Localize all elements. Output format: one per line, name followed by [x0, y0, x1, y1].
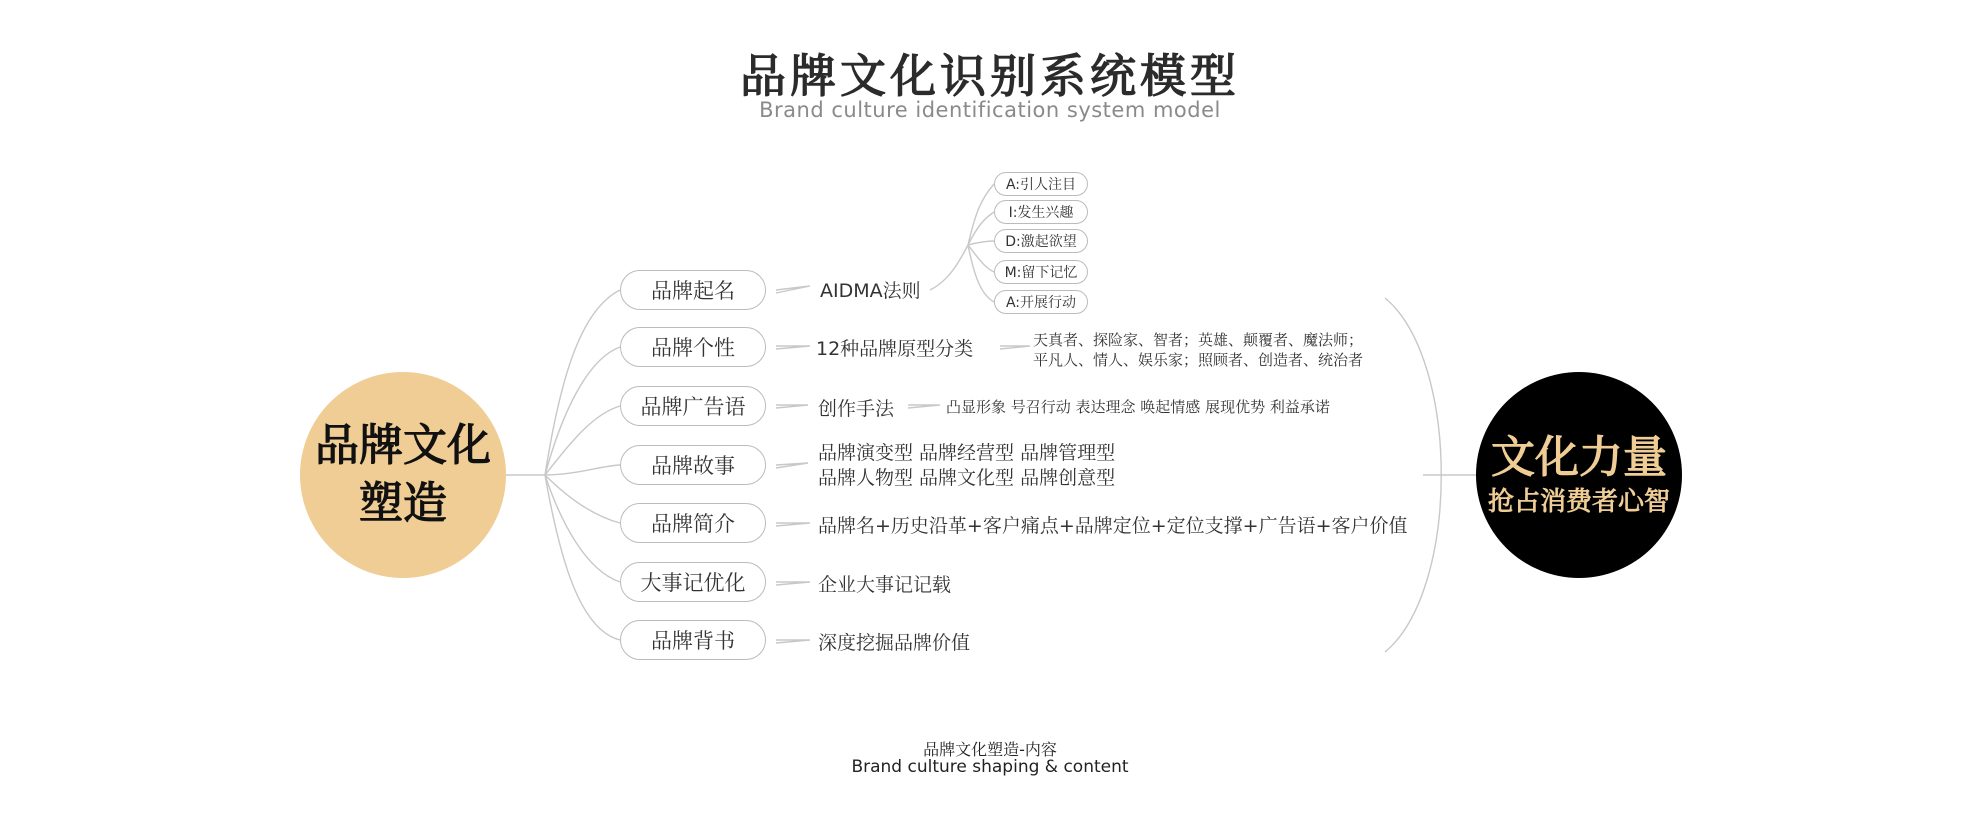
connector-techniques: [908, 405, 940, 408]
culture-power-node: [1476, 372, 1682, 578]
aidma-rule: AIDMA法则: [820, 280, 921, 302]
diagram-subtitle: Brand culture identification system model: [759, 98, 1221, 122]
connector-l2-7: [776, 640, 810, 643]
aidma-interest: I:发生兴趣: [994, 200, 1088, 224]
aidma-attention: A:引人注目: [994, 172, 1088, 196]
connector-l2-6: [776, 582, 810, 585]
story-types-row2: 品牌人物型 品牌文化型 品牌创意型: [818, 467, 1116, 489]
slogan-techniques-list: 凸显形象 号召行动 表达理念 唤起情感 展现优势 利益承诺: [946, 398, 1330, 416]
branch-profile: 品牌简介: [620, 503, 766, 543]
footer-caption-cn: 品牌文化塑造-内容: [923, 740, 1057, 759]
branch-slogan: 品牌广告语: [620, 386, 766, 426]
archetypes-row2: 平凡人、情人、娱乐家；照顾者、创造者、统治者: [1033, 351, 1364, 369]
aidma-desire: D:激起欲望: [994, 229, 1088, 253]
connector-aidma-brace: [930, 184, 994, 302]
right-node-line2: 抢占消费者心智: [1487, 487, 1670, 517]
connector-branch-4: [545, 465, 620, 475]
story-types-row1: 品牌演变型 品牌经营型 品牌管理型: [818, 442, 1116, 464]
aidma-action: A:开展行动: [994, 290, 1088, 314]
footer-caption-en: Brand culture shaping & content: [851, 757, 1129, 777]
connector-branch-7: [545, 475, 620, 640]
connector-l2-1: [776, 286, 810, 293]
brand-value-mining: 深度挖掘品牌价值: [818, 632, 971, 654]
milestone-record: 企业大事记记载: [818, 574, 952, 596]
connector-l2-5: [776, 523, 810, 526]
branch-milestones: 大事记优化: [620, 562, 766, 602]
left-node-line1: 品牌文化: [315, 420, 491, 471]
branch-story: 品牌故事: [620, 445, 766, 485]
branch-endorsement: 品牌背书: [620, 620, 766, 660]
connector-archetypes: [1000, 346, 1030, 349]
profile-formula: 品牌名+历史沿革+客户痛点+品牌定位+定位支撑+广告语+客户价值: [818, 515, 1408, 537]
creation-techniques: 创作手法: [818, 398, 895, 420]
archetypes-row1: 天真者、探险家、智者；英雄、颠覆者、魔法师；: [1033, 331, 1364, 349]
connector-branch-5: [545, 475, 620, 523]
connector-l2-2: [776, 346, 810, 349]
aidma-memory: M:留下记忆: [994, 260, 1088, 284]
archetype-classification: 12种品牌原型分类: [816, 338, 974, 360]
brand-culture-shaping-node: [300, 372, 506, 578]
left-node-line2: 塑造: [359, 478, 447, 529]
branch-personality: 品牌个性: [620, 327, 766, 367]
diagram-title: 品牌文化识别系统模型: [740, 49, 1240, 103]
connector-l2-4: [776, 463, 808, 468]
right-node-line1: 文化力量: [1491, 432, 1667, 483]
connector-l2-3: [776, 405, 808, 408]
branch-naming: 品牌起名: [620, 270, 766, 310]
